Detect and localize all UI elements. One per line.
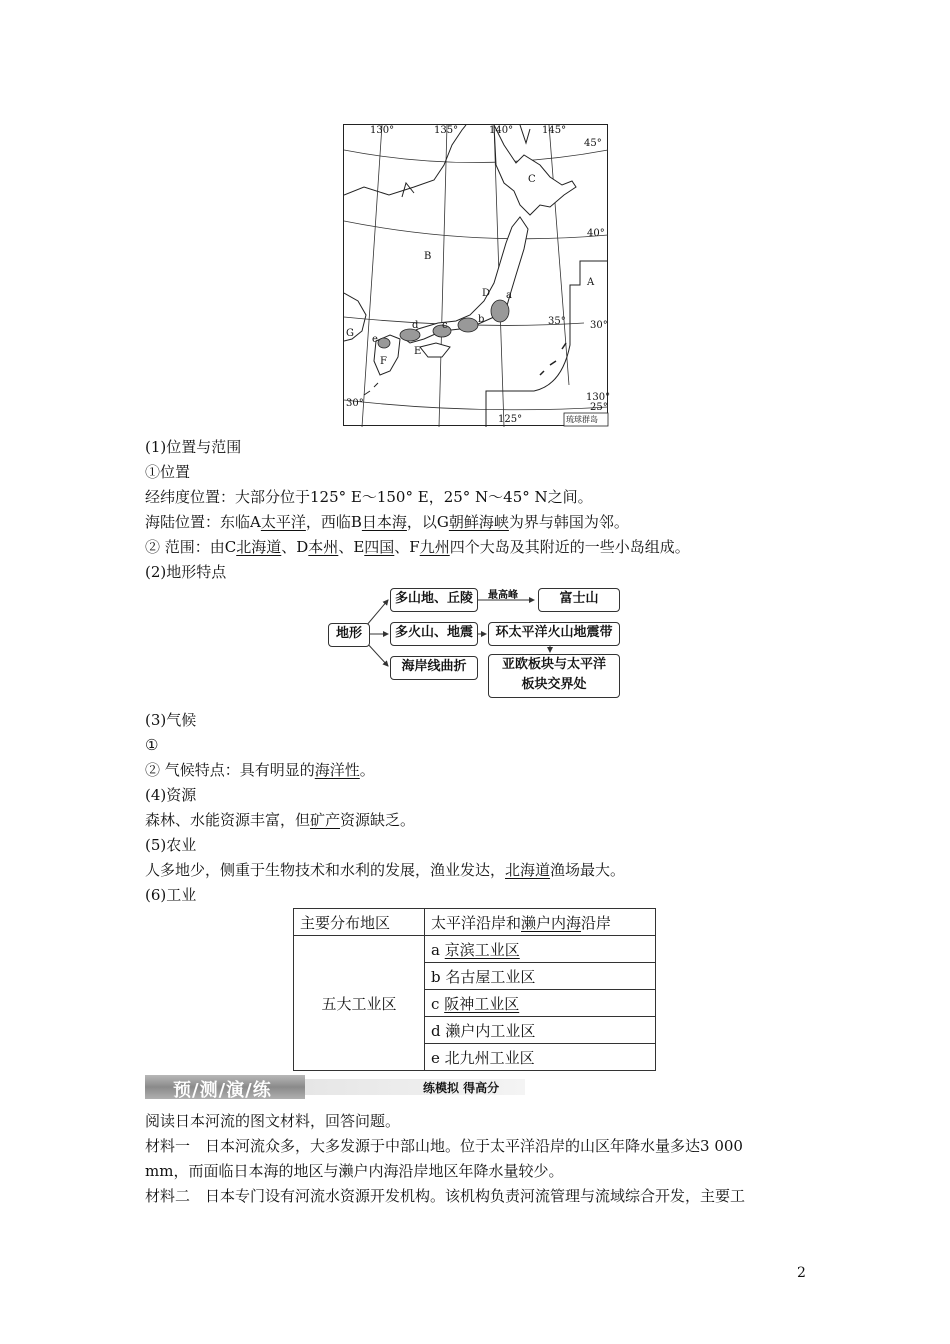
table-cell: 主要分布地区 — [294, 909, 425, 936]
plate-boundary-box — [488, 654, 620, 698]
map-region-label: A — [587, 277, 595, 288]
text: 四个大岛及其附近的一些小岛组成。 — [449, 538, 690, 556]
map-region-label: e — [372, 334, 378, 345]
table-cell — [425, 1044, 656, 1071]
map-region-label: C — [528, 174, 536, 185]
text: a — [431, 940, 440, 959]
terrain-root-box: 地形 — [328, 623, 370, 647]
table-cell — [425, 1017, 656, 1044]
kyushu-answer: 九州 — [419, 538, 450, 556]
ring-of-fire-box: 环太平洋火山地震带 — [488, 622, 620, 646]
hokkaido-fishery-answer: 北海道 — [505, 861, 551, 879]
map-inset-label: 125° — [498, 414, 523, 425]
material2-line1: 材料二 日本专门设有河流水资源开发机构。该机构负责河流管理与流域综合开发，主要工 — [145, 1187, 746, 1205]
latlon-position: 经纬度位置：大部分位于125° E～150° E，25° N～45° N之间。 — [145, 488, 593, 506]
text: d — [431, 1021, 441, 1040]
map-region-label: a — [506, 290, 512, 301]
section6-heading: (6)工业 — [145, 886, 197, 904]
text: 森林、水能资源丰富，但 — [145, 811, 311, 829]
text: ，以G — [406, 513, 449, 531]
fuji-box: 富士山 — [538, 588, 620, 612]
map-region-label: F — [380, 356, 387, 367]
text: ② 气候特点：具有明显的 — [145, 761, 315, 779]
text: 太平洋沿岸和 — [431, 913, 522, 932]
map-lon-label: 145° — [542, 125, 567, 136]
table-row — [294, 936, 656, 963]
climate-item1: ① — [145, 736, 159, 754]
text: e — [431, 1048, 440, 1067]
map-inset-label: 130° — [586, 392, 611, 403]
zone-name: 京滨工业区 — [444, 940, 520, 959]
text: ② 范围：由C — [145, 538, 237, 556]
material1-line1: 材料一 日本河流众多，大多发源于中部山地。位于太平洋沿岸的山区年降水量多达3 000 — [145, 1137, 743, 1155]
zone-name: 名古屋工业区 — [445, 967, 536, 986]
map-lat-label: 35° — [548, 316, 566, 327]
text: 渔场最大。 — [550, 861, 626, 879]
map-region-label: G — [346, 328, 354, 339]
seto-answer: 濑户内海 — [521, 913, 582, 932]
plate-line1: 亚欧板块与太平洋 — [501, 657, 606, 672]
section5-heading: (5)农业 — [145, 836, 197, 854]
map-region-label: D — [482, 288, 491, 299]
section2-heading: (2)地形特点 — [145, 563, 227, 581]
table-cell — [425, 990, 656, 1017]
table-cell — [425, 936, 656, 963]
text: 资源缺乏。 — [340, 811, 416, 829]
table-cell — [425, 963, 656, 990]
banner-title: 预/测/演/练 — [173, 1080, 272, 1101]
map-region-label: B — [424, 251, 432, 262]
korea-strait-answer: 朝鲜海峡 — [448, 513, 509, 531]
hokkaido-answer: 北海道 — [236, 538, 282, 556]
banner-slogan: 练模拟 得高分 — [423, 1081, 500, 1095]
practice-banner — [145, 1075, 525, 1099]
sealand-position — [145, 512, 629, 532]
text: 、E — [338, 538, 365, 556]
map-region-label: d — [412, 320, 419, 331]
agriculture-text — [145, 860, 625, 880]
climate-item2 — [145, 760, 375, 780]
honshu-answer: 本州 — [308, 538, 339, 556]
mountains-box: 多山地、丘陵 — [390, 588, 478, 612]
pacific-answer: 太平洋 — [260, 513, 306, 531]
japan-map-drawing — [344, 125, 609, 427]
mineral-answer: 矿产 — [310, 811, 341, 829]
section1-sub1: ①位置 — [145, 463, 191, 481]
japan-sea-answer: 日本海 — [361, 513, 407, 531]
section1-heading: (1)位置与范围 — [145, 438, 242, 456]
map-lon-label: 140° — [489, 125, 514, 136]
section3-heading: (3)气候 — [145, 711, 197, 729]
map-inset-label: 25° — [590, 402, 608, 413]
plate-line2: 板块交界处 — [521, 677, 587, 692]
coastline-box: 海岸线曲折 — [390, 656, 478, 680]
industry-table — [293, 908, 656, 1071]
map-region-label: c — [442, 320, 448, 331]
map-lon-label: 130° — [370, 125, 395, 136]
table-row — [294, 909, 656, 936]
terrain-diagram — [328, 586, 624, 702]
material1-line2: mm，而面临日本海的地区与濑户内海沿岸地区年降水量较少。 — [145, 1162, 564, 1180]
text: ，西临B — [305, 513, 362, 531]
text: 。 — [359, 761, 375, 779]
zone-name: 北九州工业区 — [444, 1048, 535, 1067]
table-cell: 五大工业区 — [294, 936, 425, 1071]
table-cell — [425, 909, 656, 936]
map-region-label: E — [414, 346, 422, 357]
maritime-answer: 海洋性 — [314, 761, 360, 779]
text: c — [431, 994, 440, 1013]
map-lat-label: 30° — [346, 398, 364, 409]
resources-text — [145, 810, 415, 830]
page-number: 2 — [797, 1265, 806, 1281]
map-lat-label: 30° — [590, 320, 608, 331]
text: 、D — [281, 538, 309, 556]
practice-intro: 阅读日本河流的图文材料，回答问题。 — [145, 1112, 401, 1130]
scope — [145, 537, 690, 557]
japan-map — [343, 124, 611, 426]
text: 为界与韩国为邻。 — [508, 513, 629, 531]
highest-peak-label: 最高峰 — [488, 590, 518, 601]
section4-heading: (4)资源 — [145, 786, 197, 804]
text: 人多地少，侧重于生物技术和水利的发展，渔业发达， — [145, 861, 506, 879]
map-region-label: b — [478, 314, 485, 325]
volcano-box: 多火山、地震 — [390, 622, 478, 646]
zone-name: 濑户内工业区 — [445, 1021, 536, 1040]
zone-name: 阪神工业区 — [444, 994, 520, 1013]
shikoku-answer: 四国 — [364, 538, 395, 556]
map-lon-label: 135° — [434, 125, 459, 136]
text: b — [431, 967, 441, 986]
map-lat-label: 40° — [587, 228, 605, 239]
map-lat-label: 45° — [584, 138, 602, 149]
text: 、F — [394, 538, 420, 556]
text: 沿岸 — [581, 913, 612, 932]
text: 海陆位置：东临A — [145, 513, 261, 531]
map-inset-label: 琉球群岛 — [566, 415, 598, 424]
